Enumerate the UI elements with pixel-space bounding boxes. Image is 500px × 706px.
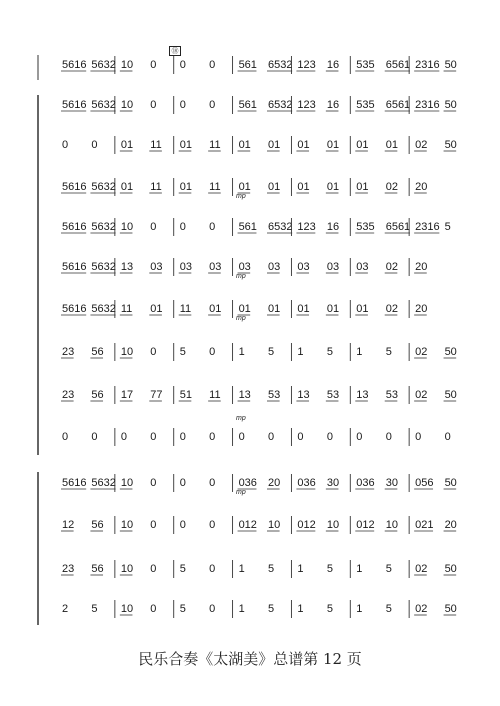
note-group: 0 — [209, 603, 216, 615]
note-group: 01 — [268, 181, 281, 193]
note-group: 2 — [62, 603, 69, 615]
note-group: 03 — [238, 261, 251, 273]
note-group: 20 — [415, 303, 428, 315]
note-group: 0 — [150, 477, 157, 489]
note-group: 01 — [179, 139, 192, 151]
note-group: 16 — [326, 99, 340, 111]
note-group: 10 — [120, 221, 134, 233]
note-group: 02 — [415, 389, 428, 401]
note-group: 01 — [268, 139, 281, 151]
note-group: 50 — [444, 59, 457, 71]
note-group: 01 — [356, 303, 369, 315]
note-group: 036 — [297, 477, 316, 489]
note-group: 5632 — [91, 221, 116, 233]
note-group: 01 — [120, 139, 134, 151]
dynamic-mark: mp — [236, 415, 246, 422]
note-group: 02 — [385, 181, 398, 193]
note-group: 10 — [120, 477, 134, 489]
note-group: 02 — [415, 346, 428, 358]
note-group: 01 — [297, 181, 310, 193]
note-group: 01 — [326, 303, 340, 315]
note-group: 0 — [179, 431, 186, 443]
note-group: 01 — [238, 139, 251, 151]
note-group: 0 — [179, 99, 186, 111]
note-group: 535 — [356, 221, 375, 233]
note-group: 0 — [209, 519, 216, 531]
note-group: 5616 — [62, 477, 87, 489]
note-group: 1 — [356, 603, 363, 615]
note-group: 1 — [238, 563, 245, 575]
note-group: 535 — [356, 59, 375, 71]
note-group: 11 — [209, 181, 221, 193]
note-group: 03 — [356, 261, 369, 273]
note-group: 0 — [209, 346, 216, 358]
note-group: 01 — [297, 303, 310, 315]
note-group: 5 — [268, 603, 275, 615]
note-group: 1 — [356, 346, 363, 358]
note-group: 5632 — [91, 99, 116, 111]
note-group: 0 — [444, 431, 451, 443]
note-group: 11 — [150, 139, 162, 151]
note-group: 0 — [297, 431, 304, 443]
note-group: 10 — [120, 519, 134, 531]
note-group: 2316 — [415, 99, 440, 111]
note-group: 561 — [238, 221, 257, 233]
note-group: 6532 — [268, 221, 293, 233]
note-group: 01 — [238, 303, 251, 315]
note-group: 5 — [91, 603, 98, 615]
note-group: 012 — [238, 519, 257, 531]
note-group: 5 — [179, 563, 186, 575]
note-group: 50 — [444, 139, 457, 151]
note-group: 5632 — [91, 303, 116, 315]
note-group: 123 — [297, 59, 316, 71]
note-group: 0 — [150, 99, 157, 111]
note-group: 16 — [326, 59, 340, 71]
note-group: 5616 — [62, 181, 87, 193]
note-group: 10 — [326, 519, 340, 531]
note-group: 10 — [120, 99, 134, 111]
note-group: 11 — [209, 389, 221, 401]
note-group: 5616 — [62, 303, 87, 315]
note-group: 0 — [179, 59, 186, 71]
dynamic-mark: mp — [236, 193, 246, 200]
note-group: 0 — [179, 519, 186, 531]
note-group: 535 — [356, 99, 375, 111]
note-group: 561 — [238, 99, 257, 111]
note-group: 01 — [150, 303, 163, 315]
note-group: 5616 — [62, 221, 87, 233]
note-group: 01 — [356, 139, 369, 151]
note-group: 53 — [385, 389, 398, 401]
note-group: 56 — [91, 563, 104, 575]
note-group: 0 — [268, 431, 275, 443]
note-group: 50 — [444, 99, 457, 111]
note-group: 012 — [297, 519, 316, 531]
note-group: 0 — [150, 59, 157, 71]
note-group: 10 — [120, 603, 134, 615]
note-group: 0 — [150, 346, 157, 358]
note-group: 0 — [179, 221, 186, 233]
note-group: 5 — [385, 603, 392, 615]
note-group: 0 — [62, 139, 69, 151]
note-group: 56 — [91, 346, 104, 358]
note-group: 5 — [326, 346, 333, 358]
note-group: 13 — [120, 261, 134, 273]
note-group: 10 — [120, 59, 134, 71]
note-group: 0 — [209, 99, 216, 111]
note-group: 13 — [297, 389, 310, 401]
note-group: 01 — [326, 139, 340, 151]
note-group: 02 — [385, 261, 398, 273]
note-group: 01 — [385, 139, 398, 151]
note-group: 5 — [326, 563, 333, 575]
note-group: 20 — [268, 477, 281, 489]
note-group: 53 — [268, 389, 281, 401]
note-group: 0 — [91, 139, 98, 151]
note-group: 6561 — [385, 59, 411, 71]
note-group: 02 — [385, 303, 398, 315]
note-group: 20 — [415, 181, 428, 193]
note-group: 0 — [209, 431, 216, 443]
note-group: 0 — [209, 477, 216, 489]
note-group: 23 — [62, 389, 75, 401]
note-group: 50 — [444, 603, 457, 615]
dynamic-mark: mp — [236, 315, 246, 322]
note-group: 01 — [238, 181, 251, 193]
note-group: 03 — [326, 261, 340, 273]
note-group: 5632 — [91, 477, 116, 489]
note-group: 021 — [415, 519, 434, 531]
note-group: 50 — [444, 477, 457, 489]
note-group: 03 — [209, 261, 222, 273]
note-group: 01 — [326, 181, 340, 193]
note-group: 0 — [91, 431, 98, 443]
note-group: 6532 — [268, 59, 293, 71]
note-group: 17 — [120, 389, 134, 401]
note-group: 03 — [297, 261, 310, 273]
note-group: 50 — [444, 389, 457, 401]
note-group: 10 — [385, 519, 398, 531]
note-group: 13 — [238, 389, 251, 401]
note-group: 51 — [179, 389, 192, 401]
note-group: 5 — [385, 563, 392, 575]
note-group: 5 — [268, 346, 275, 358]
note-group: 13 — [356, 389, 369, 401]
rehearsal-mark: ⑱ — [169, 46, 181, 56]
note-group: 0 — [150, 431, 157, 443]
note-group: 02 — [415, 603, 428, 615]
note-group: 02 — [415, 563, 428, 575]
note-group: 6561 — [385, 99, 411, 111]
note-group: 0 — [150, 603, 157, 615]
note-group: 561 — [238, 59, 257, 71]
note-group: 0 — [209, 59, 216, 71]
note-group: 77 — [150, 389, 163, 401]
note-group: 01 — [209, 303, 222, 315]
note-group: 0 — [62, 431, 69, 443]
note-group: 0 — [415, 431, 422, 443]
note-group: 11 — [179, 303, 192, 315]
note-group: 5 — [179, 603, 186, 615]
page-caption: 民乐合奏《太湖美》总谱第 12 页 — [138, 650, 362, 668]
note-group: 10 — [120, 563, 134, 575]
note-group: 03 — [179, 261, 192, 273]
note-group: 50 — [444, 563, 457, 575]
note-group: 01 — [268, 303, 281, 315]
note-group: 2316 — [415, 221, 440, 233]
note-group: 1 — [238, 346, 245, 358]
note-group: 0 — [326, 431, 333, 443]
note-group: 16 — [326, 221, 340, 233]
note-group: 10 — [268, 519, 281, 531]
note-group: 5 — [179, 346, 186, 358]
note-group: 0 — [356, 431, 363, 443]
note-group: 5 — [444, 221, 451, 233]
note-group: 56 — [91, 519, 104, 531]
note-group: 0 — [150, 221, 157, 233]
note-group: 2316 — [415, 59, 440, 71]
note-group: 12 — [62, 519, 75, 531]
note-group: 0 — [179, 477, 186, 489]
dynamic-mark: mp — [236, 489, 246, 496]
note-group: 0 — [150, 563, 157, 575]
note-group: 02 — [415, 139, 428, 151]
note-group: 11 — [120, 303, 133, 315]
note-group: 5632 — [91, 181, 116, 193]
note-group: 1 — [297, 563, 304, 575]
note-group: 11 — [150, 181, 162, 193]
note-group: 20 — [415, 261, 428, 273]
note-group: 036 — [238, 477, 257, 489]
note-group: 53 — [326, 389, 340, 401]
note-group: 23 — [62, 563, 75, 575]
note-group: 0 — [238, 431, 245, 443]
note-group: 1 — [297, 603, 304, 615]
note-group: 30 — [326, 477, 340, 489]
note-group: 03 — [150, 261, 163, 273]
note-group: 10 — [120, 346, 134, 358]
note-group: 5632 — [91, 261, 116, 273]
note-group: 1 — [238, 603, 245, 615]
note-group: 03 — [268, 261, 281, 273]
note-group: 5616 — [62, 261, 87, 273]
note-group: 123 — [297, 221, 316, 233]
note-group: 6561 — [385, 221, 411, 233]
note-group: 11 — [209, 139, 221, 151]
note-group: 01 — [297, 139, 310, 151]
note-group: 30 — [385, 477, 398, 489]
note-group: 5616 — [62, 99, 87, 111]
note-group: 0 — [209, 563, 216, 575]
note-group: 0 — [150, 519, 157, 531]
note-group: 0 — [385, 431, 392, 443]
note-group: 01 — [356, 181, 369, 193]
note-group: 50 — [444, 346, 457, 358]
note-group: 5 — [385, 346, 392, 358]
note-group: 01 — [179, 181, 192, 193]
note-group: 0 — [209, 221, 216, 233]
dynamic-mark: mp — [236, 273, 246, 280]
note-group: 012 — [356, 519, 375, 531]
note-group: 056 — [415, 477, 434, 489]
note-group: 1 — [356, 563, 363, 575]
note-group: 6532 — [268, 99, 293, 111]
note-group: 5 — [268, 563, 275, 575]
note-group: 123 — [297, 99, 316, 111]
note-group: 0 — [120, 431, 127, 443]
note-group: 5616 — [62, 59, 87, 71]
note-group: 1 — [297, 346, 304, 358]
note-group: 5 — [326, 603, 333, 615]
note-group: 56 — [91, 389, 104, 401]
note-group: 20 — [444, 519, 457, 531]
note-group: 5632 — [91, 59, 116, 71]
note-group: 01 — [120, 181, 134, 193]
note-group: 036 — [356, 477, 375, 489]
note-group: 23 — [62, 346, 75, 358]
